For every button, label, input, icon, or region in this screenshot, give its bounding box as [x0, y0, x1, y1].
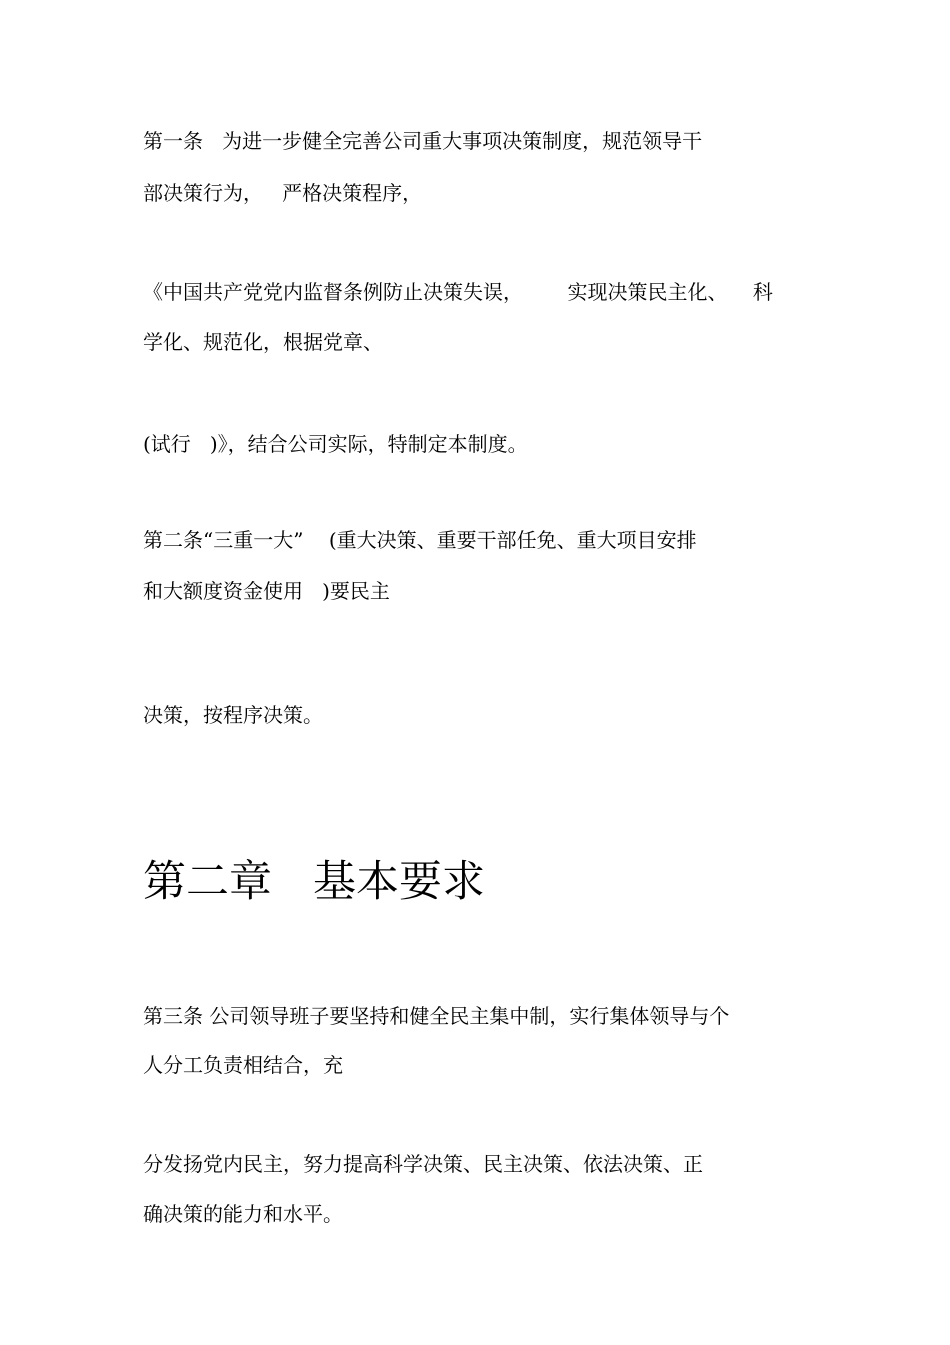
article-1-line-3: 《中国共产党党内监督条例防止决策失误， 实现决策民主化、 科: [143, 280, 773, 304]
article-2-line-3: 决策，按程序决策。: [143, 703, 323, 727]
article-3-line-3: 分发扬党内民主，努力提高科学决策、民主决策、依法决策、正: [143, 1152, 703, 1176]
article-3-line-4: 确决策的能力和水平。: [143, 1202, 343, 1226]
article-3-line-1: 第三条 公司领导班子要坚持和健全民主集中制，实行集体领导与个: [143, 1004, 730, 1028]
article-1-line-5: (试行 )》，结合公司实际，特制定本制度。: [143, 432, 528, 456]
article-1-line-1: 第一条 为进一步健全完善公司重大事项决策制度，规范领导干: [143, 129, 703, 153]
article-1-line-2: 部决策行为， 严格决策程序，: [143, 181, 423, 205]
article-3-line-2: 人分工负责相结合，充: [143, 1053, 343, 1077]
chapter-heading: 第二章 基本要求: [143, 857, 486, 907]
article-2-line-2: 和大额度资金使用 )要民主: [143, 579, 390, 603]
article-1-line-4: 学化、规范化，根据党章、: [143, 330, 383, 354]
article-2-line-1: 第二条“三重一大” (重大决策、重要干部任免、重大项目安排: [143, 528, 697, 552]
